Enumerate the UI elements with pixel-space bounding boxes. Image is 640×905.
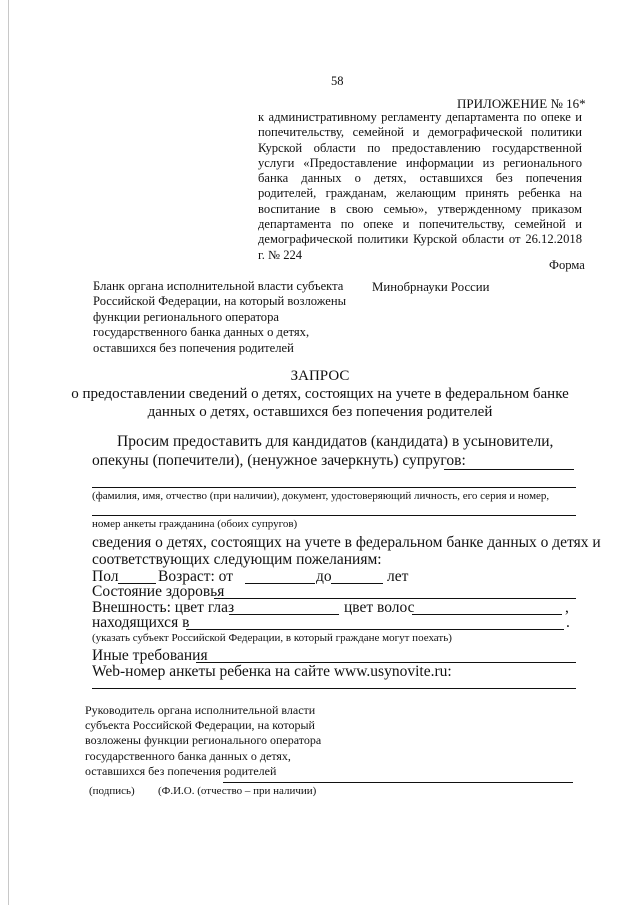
gender-label: Пол: [92, 568, 119, 585]
request-subtitle-line1: о предоставлении сведений о детях, состоящих на учете в федеральном банке: [71, 386, 569, 402]
age-from-label: Возраст: от: [158, 568, 233, 585]
age-from-field[interactable]: [245, 583, 315, 584]
age-years-label: лет: [387, 568, 409, 585]
blank-description: Бланк органа исполнительной власти субъекта Российской Федерации, на который возложены функции регионального оператора государственного банка данных о детях, оставшихся без попечения родителей: [93, 279, 347, 355]
caption-sign: (подпись): [89, 785, 135, 797]
other-requirements-label: Иные требования: [92, 647, 208, 664]
request-title: ЗАПРОС: [290, 368, 350, 384]
region-field[interactable]: [186, 629, 564, 630]
request-subtitle-line2: данных о детях, оставшихся без попечения родителей: [147, 404, 493, 420]
left-margin-line: [8, 0, 9, 905]
form-label: Форма: [549, 258, 585, 272]
located-label: находящихся в: [92, 614, 190, 631]
dot: .: [566, 614, 570, 631]
appendix-body: к административному регламенту департамента по опеке и попечительству, семейной и демографической политики Курской области по предоставлению государственной услуги «Предоставление информации из регионального банка данных о детях, оставшихся без попечения родителей, гражданам, желающим принять ребенка на воспитание в свою семью», утвержденному приказом департамента по опеке и попечительству, семейной и демографической политики Курской области от 26.12.2018 г. № 224: [258, 110, 582, 262]
spouses-field[interactable]: [444, 469, 574, 470]
health-label: Состояние здоровья: [92, 583, 225, 600]
age-to-label: до: [316, 568, 332, 585]
web-number-field[interactable]: [92, 688, 576, 689]
page-number: 58: [331, 74, 344, 88]
web-number-label: Web-номер анкеты ребенка на сайте www.usynovite.ru:: [92, 663, 452, 680]
request-line1: Просим предоставить для кандидатов (кандидата) в усыновители,: [117, 433, 554, 450]
appearance-eyes-label: Внешность: цвет глаз: [92, 599, 235, 616]
eye-color-field[interactable]: [229, 614, 339, 615]
caption-fio: (фамилия, имя, отчество (при наличии), документ, удостоверяющий личность, его серия и номер,: [92, 490, 550, 502]
signature-field[interactable]: [223, 782, 573, 783]
appendix-title: ПРИЛОЖЕНИЕ № 16*: [457, 96, 586, 111]
hair-color-field[interactable]: [412, 614, 562, 615]
ministry-name: Минобрнауки России: [372, 280, 490, 294]
head-signature-text: Руководитель органа исполнительной власти субъекта Российской Федерации, на который возложены функции регионального оператора государственного банка данных о детях, оставшихся без попечения родителей: [85, 703, 322, 778]
caption-signer-fio: (Ф.И.О. (отчество – при наличии): [158, 785, 317, 797]
hair-label: цвет волос: [344, 599, 415, 616]
anketa-field[interactable]: [92, 515, 576, 516]
comma: ,: [565, 599, 569, 616]
caption-anketa: номер анкеты гражданина (обоих супругов): [92, 518, 298, 530]
request-line2: опекуны (попечители), (ненужное зачеркнуть) супругов:: [92, 452, 466, 469]
age-to-field[interactable]: [331, 583, 383, 584]
info-line1: сведения о детях, состоящих на учете в федеральном банке данных о детях и: [92, 534, 601, 551]
fio-field[interactable]: [92, 487, 576, 488]
caption-region: (указать субъект Российской Федерации, в который граждане могут поехать): [92, 632, 452, 644]
info-line2: соответствующих следующим пожеланиям:: [92, 551, 382, 568]
